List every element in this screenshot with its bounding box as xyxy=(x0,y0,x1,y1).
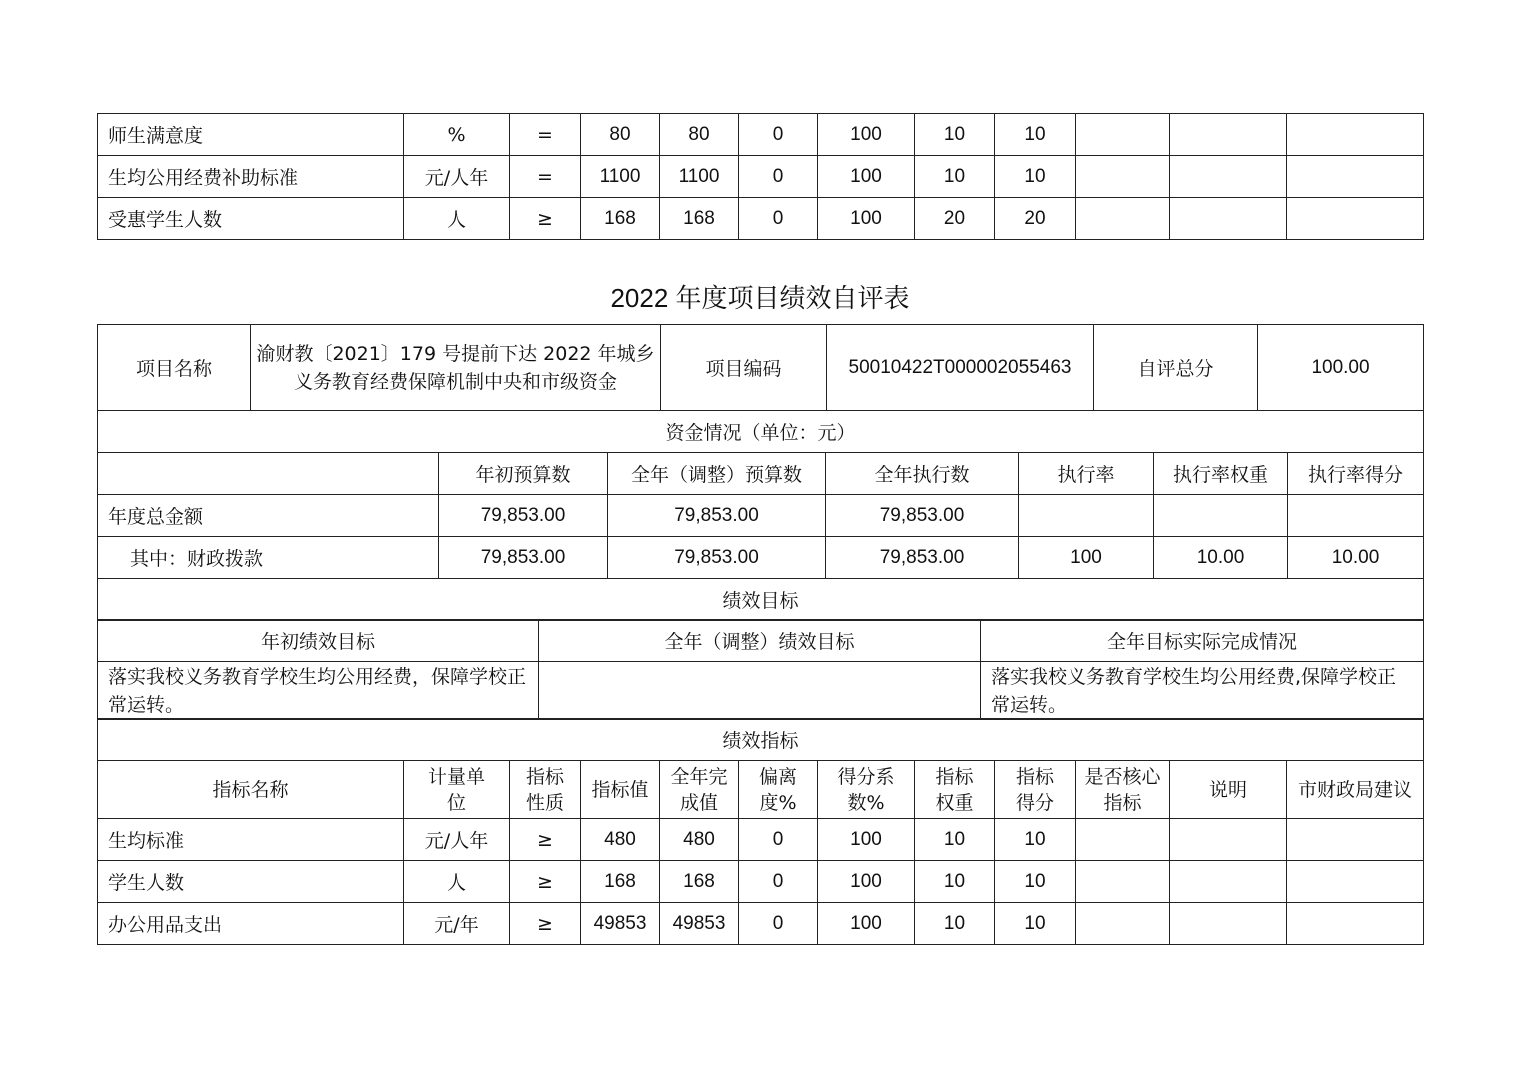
indicator-name: 办公用品支出 xyxy=(98,903,404,945)
indicator-target: 80 xyxy=(581,114,660,156)
indicator-header-name: 指标名称 xyxy=(98,761,404,819)
funding-section-row xyxy=(98,411,1424,453)
indicator-coefficient: 100 xyxy=(818,819,915,861)
funding-header-rate: 执行率 xyxy=(1019,453,1154,495)
funding-header-row xyxy=(98,453,1424,495)
project-name-label: 项目名称 xyxy=(98,325,251,411)
indicator-score: 10 xyxy=(995,861,1076,903)
funding-row-fiscal xyxy=(98,537,1424,579)
indicator-unit: % xyxy=(404,114,510,156)
indicator-rows xyxy=(98,819,1424,945)
goals-header-row xyxy=(98,620,1424,662)
indicator-actual: 80 xyxy=(660,114,739,156)
goals-content-row xyxy=(98,662,1424,720)
goal-initial-text: 落实我校义务教育学校生均公用经费，保障学校正常运转。 xyxy=(98,662,539,720)
indicator-suggestion xyxy=(1287,861,1424,903)
indicator-core xyxy=(1076,114,1170,156)
indicator-deviation: 0 xyxy=(739,903,818,945)
funding-weight xyxy=(1154,495,1288,537)
indicator-target: 480 xyxy=(581,819,660,861)
indicator-target: 168 xyxy=(581,861,660,903)
indicator-note xyxy=(1170,156,1287,198)
indicator-target: 1100 xyxy=(581,156,660,198)
indicator-weight: 10 xyxy=(915,114,995,156)
indicator-note xyxy=(1170,903,1287,945)
indicator-deviation: 0 xyxy=(739,198,818,240)
goals-section-label: 绩效目标 xyxy=(98,579,1424,621)
indicator-deviation: 0 xyxy=(739,114,818,156)
project-code-value: 50010422T000002055463 xyxy=(827,325,1094,411)
indicator-coefficient: 100 xyxy=(818,903,915,945)
funding-row-total xyxy=(98,495,1424,537)
goal-actual-text: 落实我校义务教育学校生均公用经费,保障学校正常运转。 xyxy=(981,662,1424,720)
indicators-section-label: 绩效指标 xyxy=(98,719,1424,761)
indicator-header-suggestion: 市财政局建议 xyxy=(1287,761,1424,819)
indicator-suggestion xyxy=(1287,156,1424,198)
funding-table xyxy=(97,410,1424,621)
indicator-nature: ≥ xyxy=(510,861,581,903)
indicator-header-score: 指标得分 xyxy=(995,761,1076,819)
indicator-actual: 480 xyxy=(660,819,739,861)
indicator-name: 师生满意度 xyxy=(98,114,404,156)
indicator-unit: 人 xyxy=(404,861,510,903)
funding-initial: 79,853.00 xyxy=(439,537,608,579)
indicator-weight: 20 xyxy=(915,198,995,240)
indicator-header-target: 指标值 xyxy=(581,761,660,819)
indicator-actual: 168 xyxy=(660,198,739,240)
indicator-unit: 人 xyxy=(404,198,510,240)
indicator-note xyxy=(1170,861,1287,903)
funding-score: 10.00 xyxy=(1288,537,1424,579)
indicator-header-weight: 指标权重 xyxy=(915,761,995,819)
indicator-header-nature: 指标性质 xyxy=(510,761,581,819)
indicator-suggestion xyxy=(1287,819,1424,861)
indicator-name: 生均标准 xyxy=(98,819,404,861)
goals-table xyxy=(97,619,1424,720)
table-row xyxy=(98,114,1424,156)
funding-header-blank xyxy=(98,453,439,495)
indicator-actual: 1100 xyxy=(660,156,739,198)
goal-adjusted-text xyxy=(539,662,981,720)
indicator-unit: 元/人年 xyxy=(404,819,510,861)
indicator-weight: 10 xyxy=(915,861,995,903)
indicator-unit: 元/人年 xyxy=(404,156,510,198)
indicator-note xyxy=(1170,819,1287,861)
indicator-target: 49853 xyxy=(581,903,660,945)
funding-executed: 79,853.00 xyxy=(826,537,1019,579)
indicator-suggestion xyxy=(1287,198,1424,240)
indicator-name: 受惠学生人数 xyxy=(98,198,404,240)
project-info-row xyxy=(98,325,1424,411)
indicator-coefficient: 100 xyxy=(818,114,915,156)
funding-section-label: 资金情况（单位：元） xyxy=(98,411,1424,453)
indicator-actual: 168 xyxy=(660,861,739,903)
indicator-target: 168 xyxy=(581,198,660,240)
funding-rate: 100 xyxy=(1019,537,1154,579)
funding-header-score: 执行率得分 xyxy=(1288,453,1424,495)
goals-section-row xyxy=(98,579,1424,621)
indicator-score: 10 xyxy=(995,903,1076,945)
goals-header-adjusted: 全年（调整）绩效目标 xyxy=(539,620,981,662)
indicators-section-row xyxy=(98,719,1424,761)
indicator-nature: ≥ xyxy=(510,198,581,240)
indicator-nature: = xyxy=(510,156,581,198)
indicator-actual: 49853 xyxy=(660,903,739,945)
indicator-core xyxy=(1076,198,1170,240)
indicator-deviation: 0 xyxy=(739,861,818,903)
indicator-score: 10 xyxy=(995,114,1076,156)
indicator-score: 10 xyxy=(995,819,1076,861)
indicator-deviation: 0 xyxy=(739,819,818,861)
funding-header-adjusted: 全年（调整）预算数 xyxy=(608,453,826,495)
goals-header-actual: 全年目标实际完成情况 xyxy=(981,620,1424,662)
project-name-value: 渝财教〔2021〕179 号提前下达 2022 年城乡义务教育经费保障机制中央和市级资金 xyxy=(251,325,661,411)
self-score-value: 100.00 xyxy=(1258,325,1424,411)
goals-header-initial: 年初绩效目标 xyxy=(98,620,539,662)
indicator-deviation: 0 xyxy=(739,156,818,198)
prev-indicator-rows xyxy=(98,114,1424,240)
indicator-header-actual: 全年完成值 xyxy=(660,761,739,819)
indicator-header-note: 说明 xyxy=(1170,761,1287,819)
indicator-note xyxy=(1170,198,1287,240)
indicator-core xyxy=(1076,156,1170,198)
indicator-weight: 10 xyxy=(915,819,995,861)
indicator-header-unit: 计量单位 xyxy=(404,761,510,819)
indicator-header-row xyxy=(98,761,1424,819)
table-row xyxy=(98,819,1424,861)
funding-header-executed: 全年执行数 xyxy=(826,453,1019,495)
funding-row-label: 其中：财政拨款 xyxy=(98,537,439,579)
project-code-label: 项目编码 xyxy=(661,325,827,411)
indicator-header-deviation: 偏离度% xyxy=(739,761,818,819)
indicator-nature: = xyxy=(510,114,581,156)
indicator-name: 学生人数 xyxy=(98,861,404,903)
funding-header-weight: 执行率权重 xyxy=(1154,453,1288,495)
funding-adjusted: 79,853.00 xyxy=(608,495,826,537)
table-row xyxy=(98,156,1424,198)
table-row xyxy=(98,198,1424,240)
indicator-core xyxy=(1076,819,1170,861)
prev-indicator-table xyxy=(97,113,1424,240)
indicator-score: 20 xyxy=(995,198,1076,240)
indicator-core xyxy=(1076,861,1170,903)
indicator-header-coefficient: 得分系数% xyxy=(818,761,915,819)
indicator-coefficient: 100 xyxy=(818,861,915,903)
funding-rate xyxy=(1019,495,1154,537)
indicator-header-core: 是否核心指标 xyxy=(1076,761,1170,819)
indicator-nature: ≥ xyxy=(510,903,581,945)
indicator-suggestion xyxy=(1287,114,1424,156)
indicator-score: 10 xyxy=(995,156,1076,198)
indicator-coefficient: 100 xyxy=(818,156,915,198)
funding-row-label: 年度总金额 xyxy=(98,495,439,537)
funding-adjusted: 79,853.00 xyxy=(608,537,826,579)
indicator-core xyxy=(1076,903,1170,945)
page-title: 2022 年度项目绩效自评表 xyxy=(610,283,910,313)
project-info-table xyxy=(97,324,1424,411)
funding-score xyxy=(1288,495,1424,537)
table-row xyxy=(98,903,1424,945)
funding-header-initial: 年初预算数 xyxy=(439,453,608,495)
indicator-unit: 元/年 xyxy=(404,903,510,945)
indicator-table xyxy=(97,718,1424,945)
indicator-weight: 10 xyxy=(915,156,995,198)
indicator-suggestion xyxy=(1287,903,1424,945)
indicator-nature: ≥ xyxy=(510,819,581,861)
funding-initial: 79,853.00 xyxy=(439,495,608,537)
indicator-name: 生均公用经费补助标准 xyxy=(98,156,404,198)
funding-weight: 10.00 xyxy=(1154,537,1288,579)
funding-executed: 79,853.00 xyxy=(826,495,1019,537)
table-row xyxy=(98,861,1424,903)
self-score-label: 自评总分 xyxy=(1094,325,1258,411)
indicator-weight: 10 xyxy=(915,903,995,945)
indicator-coefficient: 100 xyxy=(818,198,915,240)
indicator-note xyxy=(1170,114,1287,156)
